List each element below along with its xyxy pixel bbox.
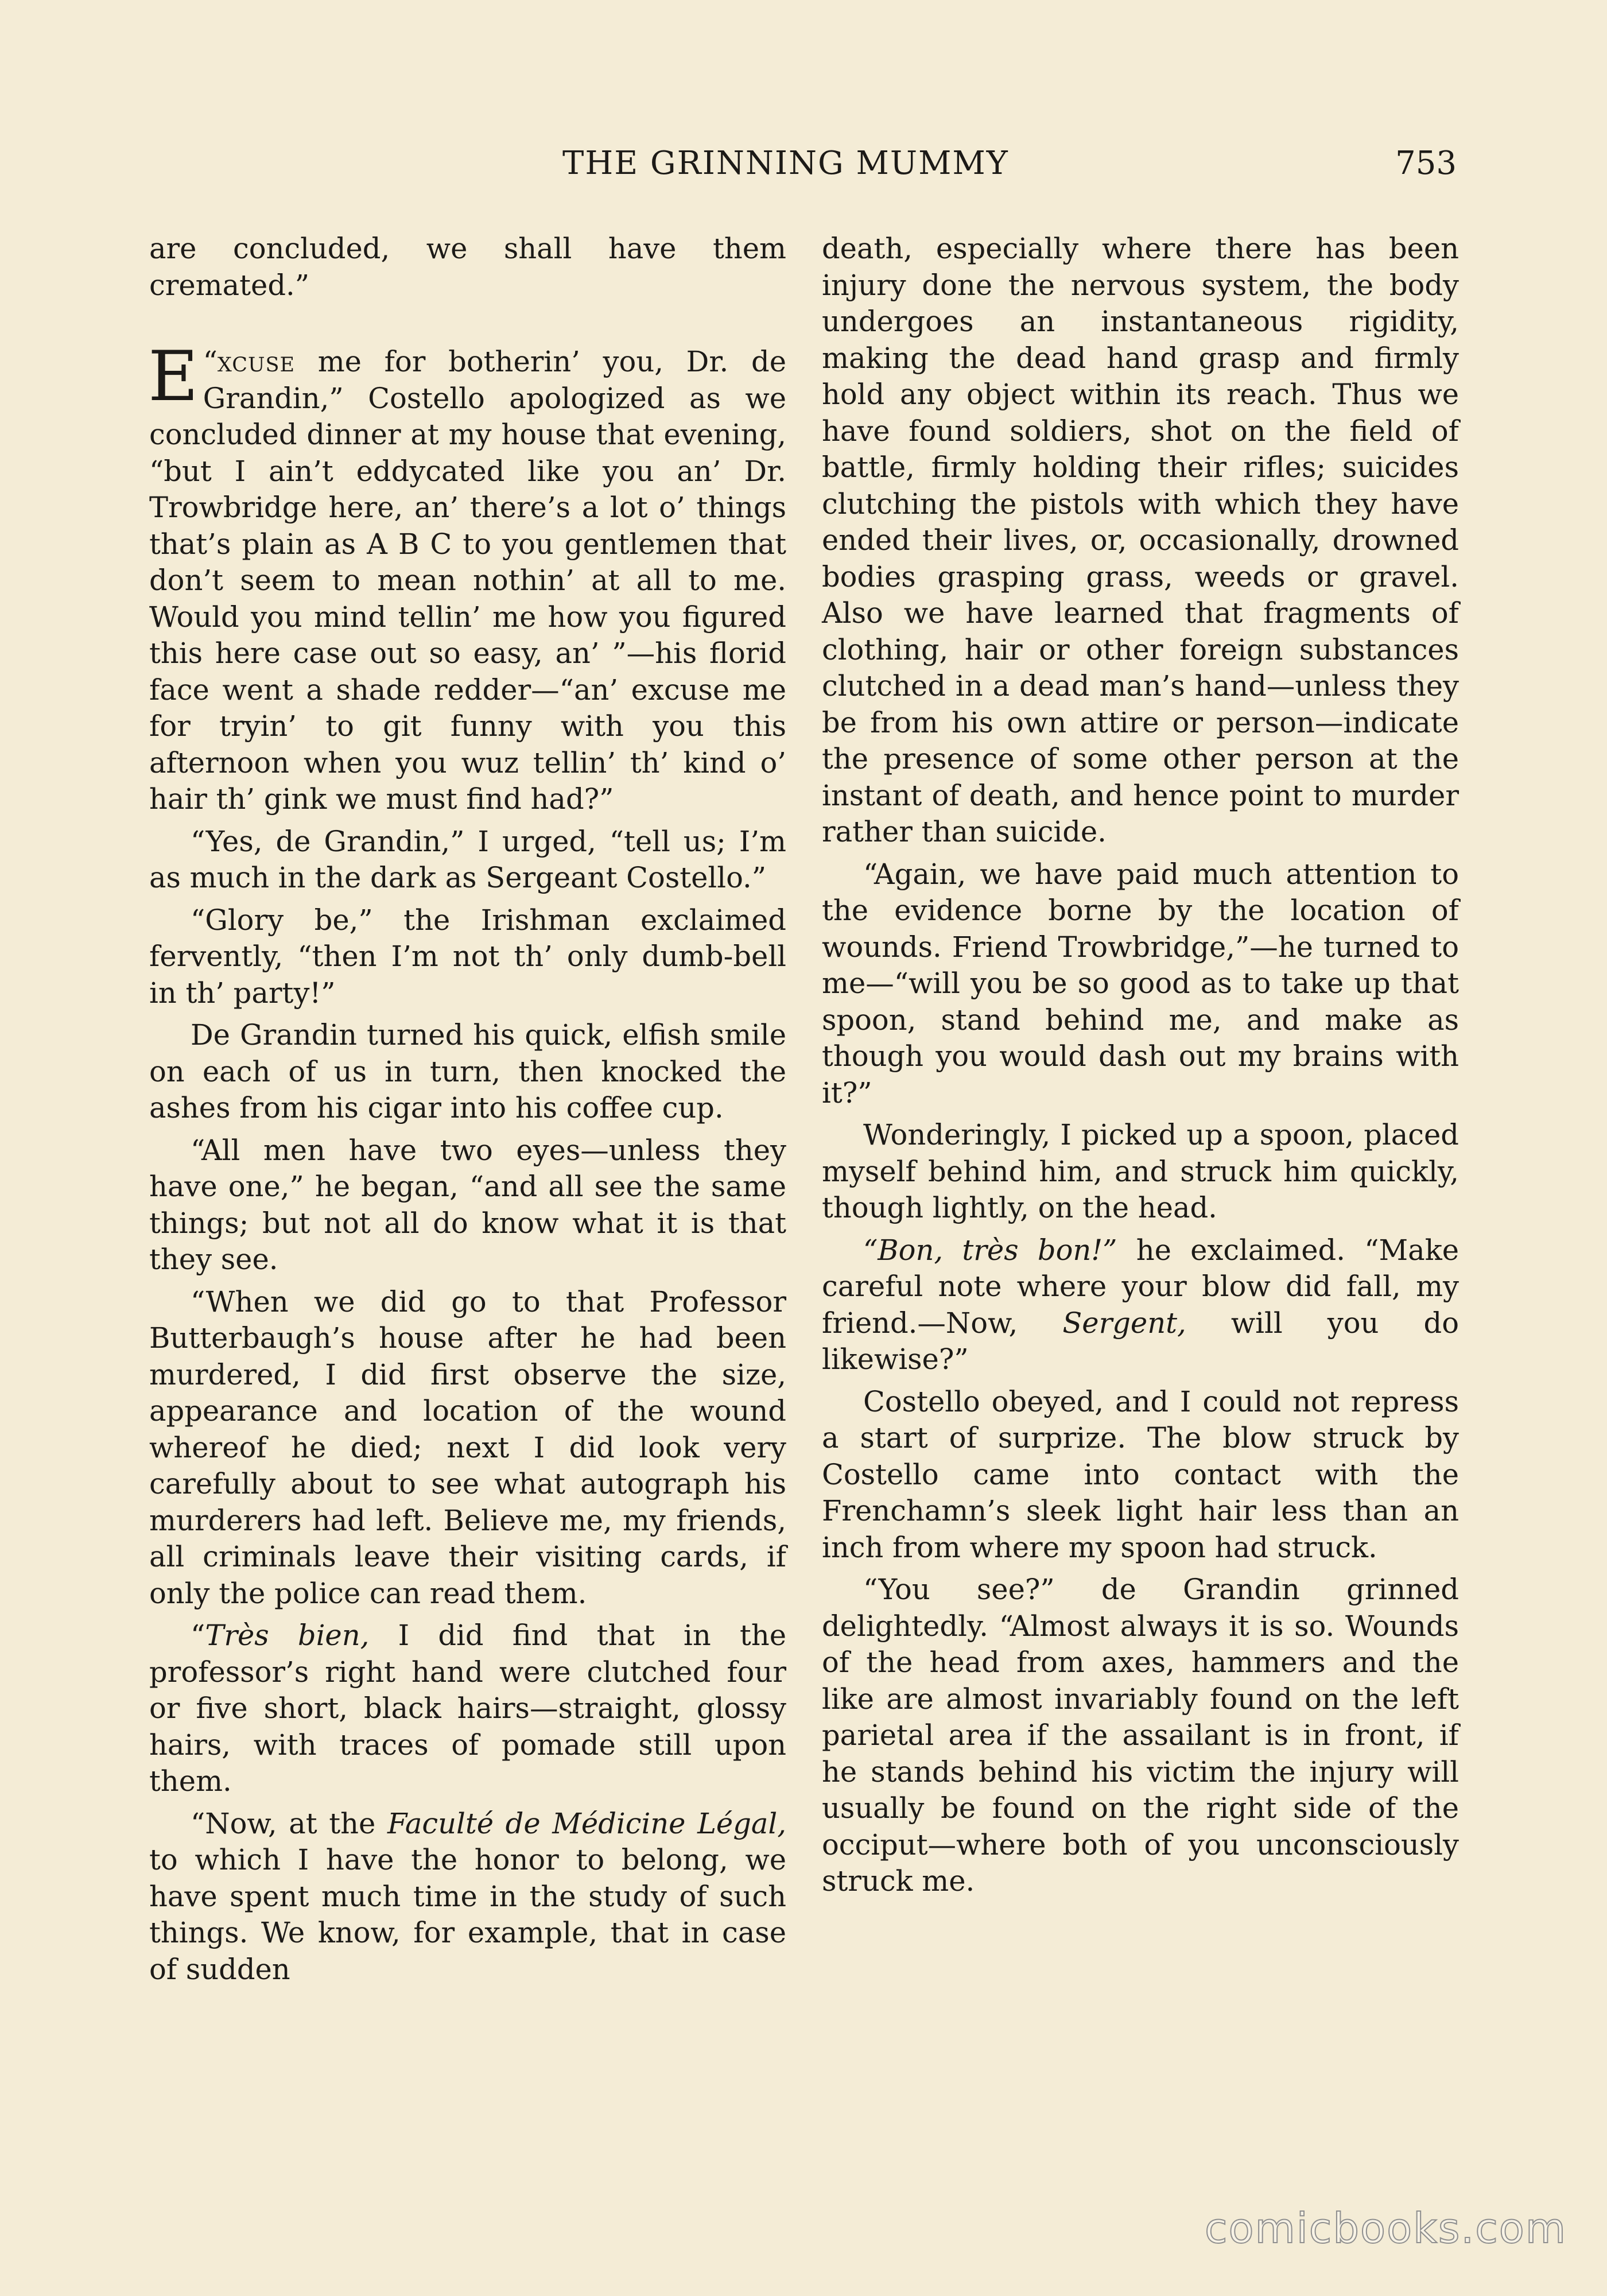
paragraph: “You see?” de Grandin grinned delightedly. “Almost always it is so. Wounds of the head from axes, hammers and the like are almost invariably found on the left parietal area if the assailant is in front, if he stands behind his victim the injury will usually be found on the right side of the occiput—where both of you unconsciously struck me. — [822, 1573, 1459, 1898]
paragraph-text: “Now, at the — [191, 1806, 387, 1840]
paragraph: “When we did go to that Professor Butterbaugh’s house after he had been murdered, I did first observe the size, appearance and location of the wound whereof he died; next I did look very carefully about to see what autograph his murderers had left. Believe me, my friends, all criminals leave their visiting cards, if only the police can read them. — [149, 1285, 786, 1610]
opening-quote: “ — [203, 345, 218, 378]
paragraph — [149, 1618, 786, 1800]
running-title: THE GRINNING MUMMY — [562, 145, 1009, 182]
paragraph-text: I did find that in the professor’s right hand were clutched four or five short, black hairs—straight, glossy hairs, with traces of pomade still upon them. — [149, 1619, 786, 1798]
paragraph — [149, 1806, 786, 1988]
paragraph: “Glory be,” the Irishman exclaimed fervently, “then I’m not th’ only dumb-bell in th’ party!” — [149, 903, 786, 1010]
paragraph-text: he exclaimed. “Make careful note where your blow did fall, my friend.—Now, — [822, 1233, 1459, 1340]
paragraph: De Grandin turned his quick, elfish smile on each of us in turn, then knocked the ashes from his cigar into his coffee cup. — [149, 1018, 786, 1124]
watermark: comicbooks.com — [1204, 2204, 1567, 2252]
paragraph-text: “ — [191, 1619, 205, 1652]
dropcap-paragraph — [148, 337, 786, 818]
paragraph — [822, 1232, 1459, 1378]
italic-phrase: “Bon, très bon!” — [863, 1233, 1117, 1267]
italic-phrase: Faculté de Médicine Légal, — [387, 1806, 786, 1840]
small-caps-word: xcuse — [217, 345, 296, 378]
right-column — [822, 231, 1459, 1906]
paragraph-text: will you do likewise?” — [822, 1306, 1459, 1376]
drop-cap: E — [148, 337, 199, 417]
italic-phrase: Très bien, — [205, 1619, 370, 1652]
paragraph: Wonderingly, I picked up a spoon, placed myself behind him, and struck him quickly, though lightly, on the head. — [822, 1118, 1459, 1224]
page-number: 753 — [1395, 145, 1457, 182]
paragraph-text: me for botherin’ you, Dr. de Grandin,” Costello apologized as we concluded dinner at my house that evening, “but I ain’t eddycated like you an’ Dr. Trowbridge here, an’ there’s a lot o’ things that’s plain as A B C to you gentlemen that don’t seem to mean nothin’ at all to me. Would you mind tellin’ me how you figured this here case out so easy, an’ ”—his florid face went a shade redder—“an’ excuse me for tryin’ to git funny with you this afternoon when you wuz tellin’ th’ kind o’ hair th’ gink we must find had?” — [149, 345, 786, 816]
paragraph: “Again, we have paid much attention to the evidence borne by the location of wounds. Friend Trowbridge,”—he turned to me—“will you be so good as to take up that spoon, stand behind me, and make as though you would dash out my brains with it?” — [822, 857, 1459, 1110]
paragraph-text: to which I have the honor to belong, we have spent much time in the study of such things. We know, for example, that in case of sudden — [149, 1843, 786, 1986]
paragraph: are concluded, we shall have them cremated.” — [149, 232, 786, 302]
paragraph: “Yes, de Grandin,” I urged, “tell us; I’m as much in the dark as Sergeant Costello.” — [149, 824, 786, 894]
left-column — [149, 231, 786, 1994]
italic-phrase: Sergent, — [1062, 1306, 1186, 1340]
paragraph: Costello obeyed, and I could not repress a start of surprize. The blow struck by Costello came into contact with the Frenchamn’s sleek light hair less than an inch from where my spoon had struck. — [822, 1384, 1459, 1564]
paragraph: “All men have two eyes—unless they have one,” he began, “and all see the same things; but not all do know what it is that they see. — [149, 1133, 786, 1276]
paragraph: death, especially where there has been injury done the nervous system, the body undergoes an instantaneous rigidity, making the dead hand grasp and firmly hold any object within its reach. Thus we have found soldiers, shot on the field of battle, firmly holding their rifles; suicides clutching the pistols with which they have ended their lives, or, occasionally, drowned bodies grasping grass, weeds or gravel. Also we have learned that fragments of clothing, hair or other foreign substances clutched in a dead man’s hand—unless they be from his own attire or person—indicate the presence of some other person at the instant of death, and hence point to murder rather than suicide. — [822, 232, 1459, 848]
